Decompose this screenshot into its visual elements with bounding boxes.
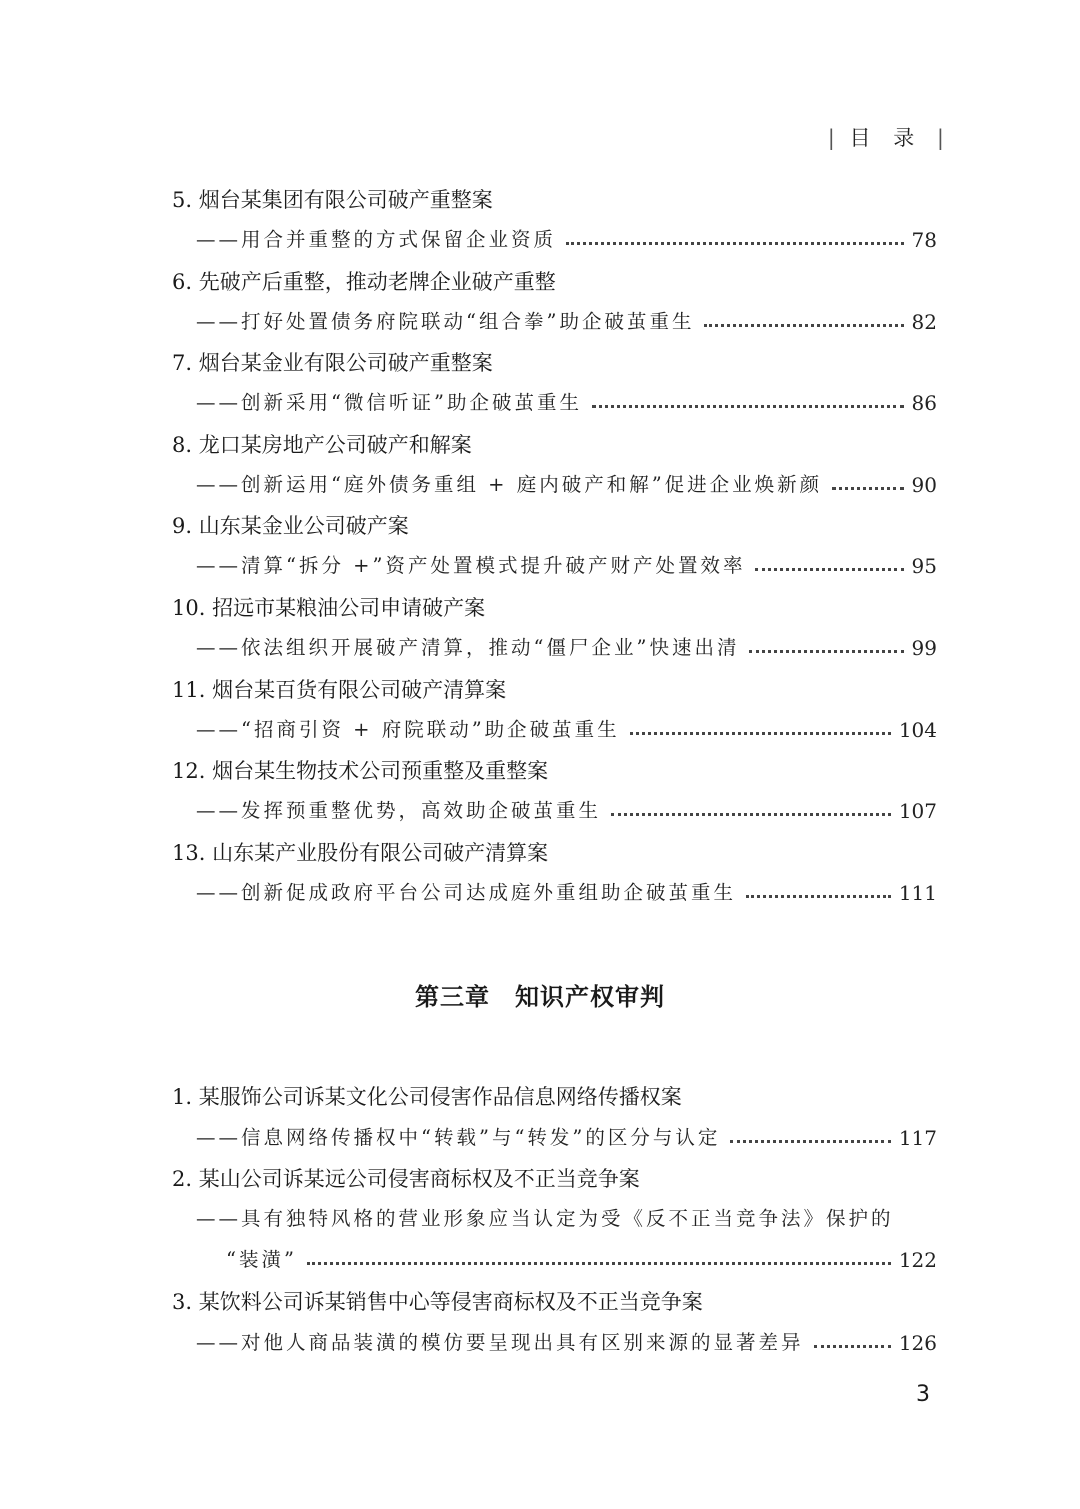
toc-entry-subtitle-row [196, 712, 937, 742]
toc-entry-page: 117 [898, 1126, 937, 1150]
dot-leader [611, 812, 891, 816]
toc-entry-subtitle-row [196, 630, 937, 660]
toc-entry-title: 10. 招远市某粮油公司申请破产案 [172, 596, 486, 620]
toc-entry-subtitle: ——创新采用“微信听证”助企破茧重生 [196, 391, 582, 414]
chapter-heading: 第三章 知识产权审判 [415, 983, 665, 1011]
dot-leader [592, 404, 904, 408]
toc-entry-title: 7. 烟台某金业有限公司破产重整案 [172, 351, 493, 375]
header-bar-left: | [827, 126, 835, 150]
toc-entry-page: 82 [911, 310, 937, 334]
toc-entry-subtitle: ——创新运用“庭外债务重组 + 庭内破产和解”促进企业焕新颜 [196, 473, 823, 496]
toc-entry-title: 8. 龙口某房地产公司破产和解案 [172, 433, 472, 457]
toc-entry-subtitle-row [226, 1242, 937, 1272]
toc-entry-subtitle: ——具有独特风格的营业形象应当认定为受《反不正当竞争法》保护的 [196, 1207, 894, 1230]
toc-entry-subtitle-row [196, 467, 937, 497]
toc-entry-subtitle: ——打好处置债务府院联动“组合拳”助企破茧重生 [196, 310, 695, 333]
toc-entry-subtitle: ——发挥预重整优势，高效助企破茧重生 [196, 799, 602, 822]
toc-entry-page: 90 [911, 473, 937, 497]
toc-entry-subtitle: ——清算“拆分 +”资产处置模式提升破产财产处置效率 [196, 554, 746, 577]
dot-leader [755, 567, 903, 571]
dot-leader [704, 323, 903, 327]
toc-entry-title: 3. 某饮料公司诉某销售中心等侵害商标权及不正当竞争案 [172, 1290, 703, 1314]
toc-entry-subtitle-row [196, 385, 937, 415]
toc-entry-title: 12. 烟台某生物技术公司预重整及重整案 [172, 759, 549, 783]
toc-entry-subtitle-row [196, 793, 937, 823]
toc-entry-subtitle: ——“招商引资 + 府院联动”助企破茧重生 [196, 718, 620, 741]
toc-entry-subtitle-row [196, 548, 937, 578]
toc-entry-page: 86 [911, 391, 937, 415]
toc-entry-page: 95 [911, 554, 937, 578]
toc-entry-title: 2. 某山公司诉某远公司侵害商标权及不正当竞争案 [172, 1167, 640, 1191]
toc-entry-subtitle: ——用合并重整的方式保留企业资质 [196, 228, 557, 251]
toc-entry-page: 107 [898, 799, 937, 823]
toc-entry-title: 1. 某服饰公司诉某文化公司侵害作品信息网络传播权案 [172, 1085, 682, 1109]
dot-leader [730, 1139, 890, 1143]
toc-entry-subtitle-continued: “装潢” [226, 1248, 297, 1271]
toc-entry-title: 13. 山东某产业股份有限公司破产清算案 [172, 841, 549, 865]
toc-entry-page: 99 [911, 636, 937, 660]
toc-entry-subtitle: ——对他人商品装潢的模仿要呈现出具有区别来源的显著差异 [196, 1331, 804, 1354]
page-number: 3 [916, 1382, 930, 1407]
toc-entry-subtitle: ——创新促成政府平台公司达成庭外重组助企破茧重生 [196, 881, 737, 904]
dot-leader [630, 731, 891, 735]
toc-entry-subtitle-row [196, 875, 937, 905]
toc-entry-page: 126 [898, 1331, 937, 1355]
dot-leader [307, 1261, 891, 1265]
dot-leader [746, 894, 891, 898]
dot-leader [832, 486, 903, 490]
header-bar-right: | [936, 126, 944, 150]
toc-entry-title: 9. 山东某金业公司破产案 [172, 514, 409, 538]
toc-entry-subtitle-row [196, 1120, 937, 1150]
toc-entry-subtitle: ——依法组织开展破产清算，推动“僵尸企业”快速出清 [196, 636, 740, 659]
running-header [828, 122, 944, 152]
toc-entry-page: 122 [898, 1248, 937, 1272]
toc-entry-page: 78 [911, 228, 937, 252]
header-title: 目 录 [849, 126, 923, 150]
toc-entry-title: 11. 烟台某百货有限公司破产清算案 [172, 678, 507, 702]
toc-entry-title: 6. 先破产后重整，推动老牌企业破产重整 [172, 270, 556, 294]
dot-leader [566, 241, 904, 245]
dot-leader [814, 1344, 891, 1348]
toc-entry-page: 111 [898, 881, 937, 905]
toc-entry-subtitle-row [196, 1325, 937, 1355]
toc-entry-subtitle-row [196, 304, 937, 334]
toc-entry-page: 104 [898, 718, 937, 742]
toc-entry-subtitle-row [196, 222, 937, 252]
toc-entry-title: 5. 烟台某集团有限公司破产重整案 [172, 188, 493, 212]
dot-leader [749, 649, 903, 653]
toc-entry-subtitle: ——信息网络传播权中“转载”与“转发”的区分与认定 [196, 1126, 721, 1149]
